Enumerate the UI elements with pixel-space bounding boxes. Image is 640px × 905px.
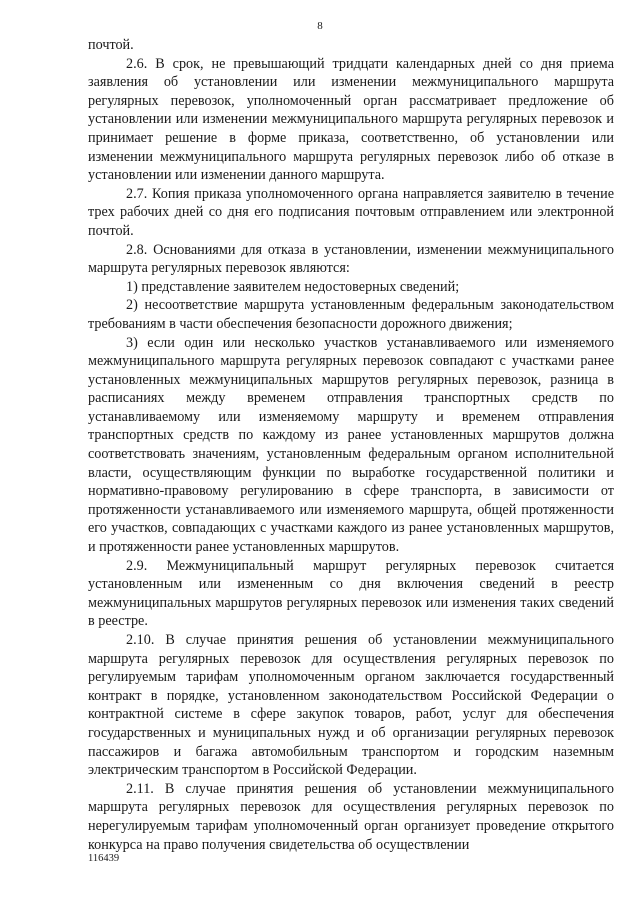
paragraph-2-9: 2.9. Межмуниципальный маршрут регулярных перевозок считается установленным или измененным со дня включения сведений в реестр межмуниципальных маршрутов регулярных перевозок или изменения таких сведений в реестре. bbox=[88, 557, 614, 630]
list-item-3: 3) если один или несколько участков устанавливаемого или изменяемого межмуниципального маршрута регулярных перевозок совпадают с участками ранее установленных межмуниципальных маршрутов регулярных перевозок, разница в расписаниях между временем отправления транспортных средств по устанавливаемому или изменяемому маршруту и временем отправления транспортных средств по каждому из ранее установленных маршрутов должна соответствовать значениям, установленным федеральным органом исполнительной власти, осуществляющим функции по выработке государственной политики и нормативно-правовому регулированию в сфере транспорта, в зависимости от протяженности устанавливаемого или изменяемого маршрута, общей протяженности его участков, совпадающих с участками каждого из ранее установленных маршрутов, и протяженности ранее установленных маршрутов. bbox=[88, 334, 614, 556]
paragraph-2-10: 2.10. В случае принятия решения об установлении межмуниципального маршрута регулярных перевозок для осуществления регулярных перевозок по регулируемым тарифам уполномоченным органом заключается государственный контракт в порядке, установленном законодательством Российской Федерации о контрактной системе в сфере закупок товаров, работ, услуг для обеспечения государственных и муниципальных нужд и об организации регулярных перевозок пассажиров и багажа автомобильным транспортом и городским наземным электрическим транспортом в Российской Федерации. bbox=[88, 632, 614, 779]
list-item-1: 1) представление заявителем недостоверных сведений; bbox=[126, 278, 460, 295]
document-body bbox=[88, 36, 614, 854]
paragraph-2-7: 2.7. Копия приказа уполномоченного органа направляется заявителю в течение трех рабочих дней со дня его подписания почтовым отправлением или электронной почтой. bbox=[88, 185, 614, 239]
paragraph-2-8: 2.8. Основаниями для отказа в установлении, изменении межмуниципального маршрута регулярных перевозок являются: bbox=[88, 241, 614, 277]
page-number: 8 bbox=[317, 20, 323, 32]
list-item-2: 2) несоответствие маршрута установленным федеральным законодательством требованиям в части обеспечения безопасности дорожного движения; bbox=[88, 297, 614, 332]
paragraph-2-11: 2.11. В случае принятия решения об установлении межмуниципального маршрута регулярных перевозок для осуществления регулярных перевозок по нерегулируемым тарифам уполномоченный орган организует проведение открытого конкурса на право получения свидетельства об осуществлении bbox=[88, 780, 614, 853]
paragraph-2-6: 2.6. В срок, не превышающий тридцати календарных дней со дня приема заявления об установлении или изменении межмуниципального маршрута регулярных перевозок, уполномоченный орган рассматривает предложение об установлении или изменении межмуниципального маршрута регулярных перевозок и принимает решение в форме приказа, соответственно, об установлении или изменении межмуниципального маршрута регулярных перевозок либо об отказе в установлении или изменении данного маршрута. bbox=[88, 55, 614, 184]
paragraph-continuation: почтой. bbox=[88, 37, 134, 53]
document-code: 116439 bbox=[88, 853, 120, 864]
